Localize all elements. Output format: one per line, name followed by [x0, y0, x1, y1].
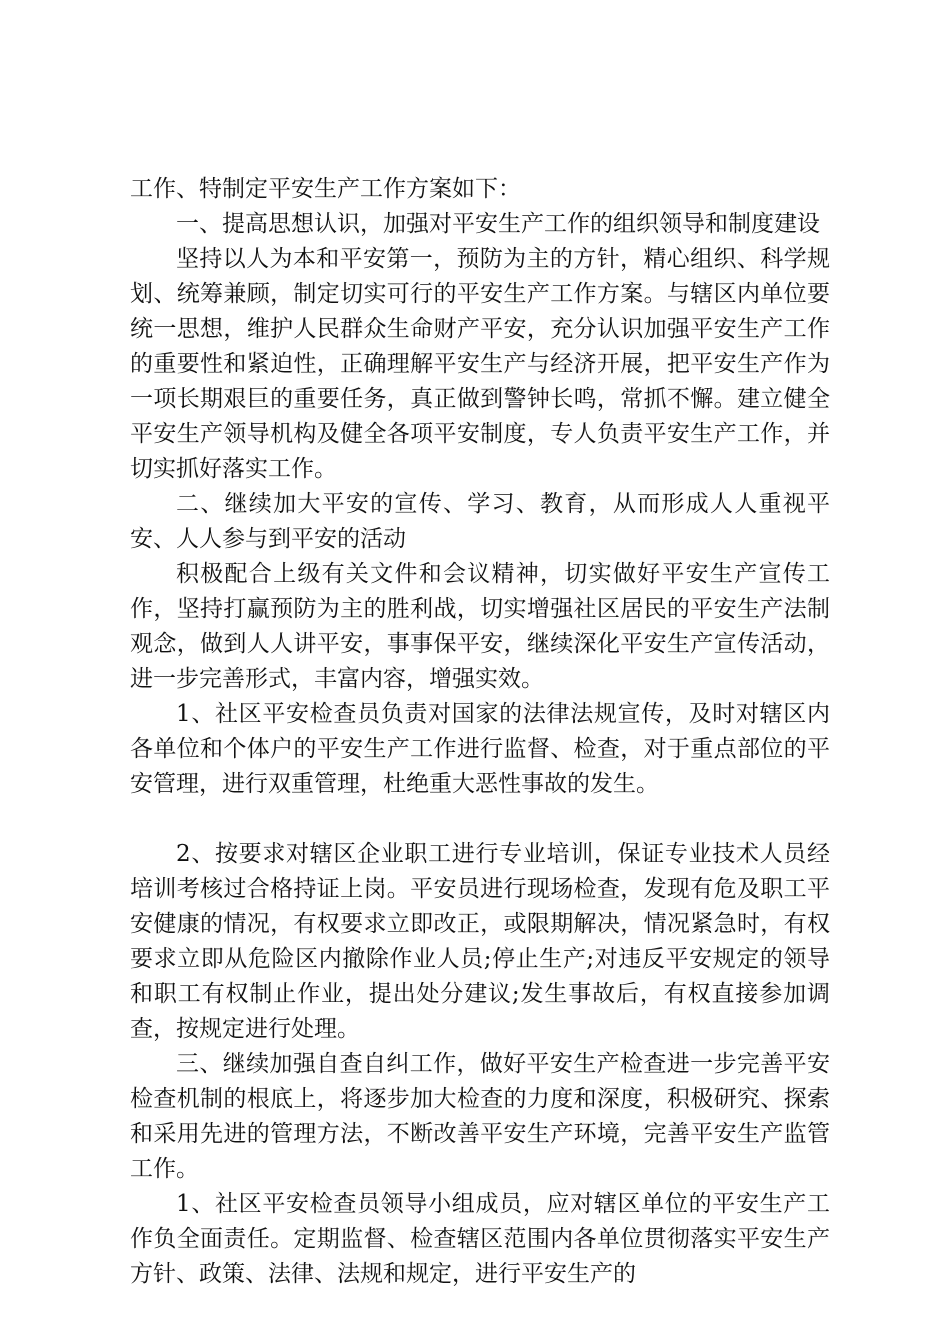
section-heading-1: 一、提高思想认识，加强对平安生产工作的组织领导和制度建设 [176, 211, 820, 237]
section-heading-2: 二、继续加大平安的宣传、学习、教育，从而形成人人重视平安、人人参与到平安的活动 [130, 491, 830, 552]
section-heading-3: 三、继续加强自查自纠工作，做好平安生产检查进一步完善平安检查机制的根底上，将逐步加大检查的力度和深度，积极研究、探索和采用先进的管理方法，不断改善平安生产环境，完善平安生产监管工作。 [130, 1051, 830, 1182]
paragraph-intro: 工作、特制定平安生产工作方案如下： [130, 176, 521, 202]
list-item-2-2: 2、按要求对辖区企业职工进行专业培训，保证专业技术人员经培训考核过合格持证上岗。平安员进行现场检查，发现有危及职工平安健康的情况，有权要求立即改正，或限期解决，情况紧急时，有权要求立即从危险区内撤除作业人员;停止生产;对违反平安规定的领导和职工有权制止作业，提出处分建议;发生事故后，有权直接参加调查，按规定进行处理。 [130, 841, 830, 1042]
list-item-3-1: 1、社区平安检查员领导小组成员，应对辖区单位的平安生产工作负全面责任。定期监督、检查辖区范围内各单位贯彻落实平安生产方针、政策、法律、法规和规定，进行平安生产的 [130, 1191, 830, 1287]
paragraph-section-2: 积极配合上级有关文件和会议精神，切实做好平安生产宣传工作，坚持打赢预防为主的胜利战，切实增强社区居民的平安生产法制观念，做到人人讲平安，事事保平安，继续深化平安生产宣传活动，进一步完善形式，丰富内容，增强实效。 [130, 561, 830, 692]
document-body [130, 172, 830, 1292]
paragraph-spacer [130, 802, 830, 837]
paragraph-section-1: 坚持以人为本和平安第一，预防为主的方针，精心组织、科学规划、统筹兼顾，制定切实可行的平安生产工作方案。与辖区内单位要统一思想，维护人民群众生命财产平安，充分认识加强平安生产工作的重要性和紧迫性，正确理解平安生产与经济开展，把平安生产作为一项长期艰巨的重要任务，真正做到警钟长鸣，常抓不懈。建立健全平安生产领导机构及健全各项平安制度，专人负责平安生产工作，并切实抓好落实工作。 [130, 246, 830, 482]
list-item-2-1: 1、社区平安检查员负责对国家的法律法规宣传，及时对辖区内各单位和个体户的平安生产工作进行监督、检查，对于重点部位的平安管理，进行双重管理，杜绝重大恶性事故的发生。 [130, 701, 830, 797]
